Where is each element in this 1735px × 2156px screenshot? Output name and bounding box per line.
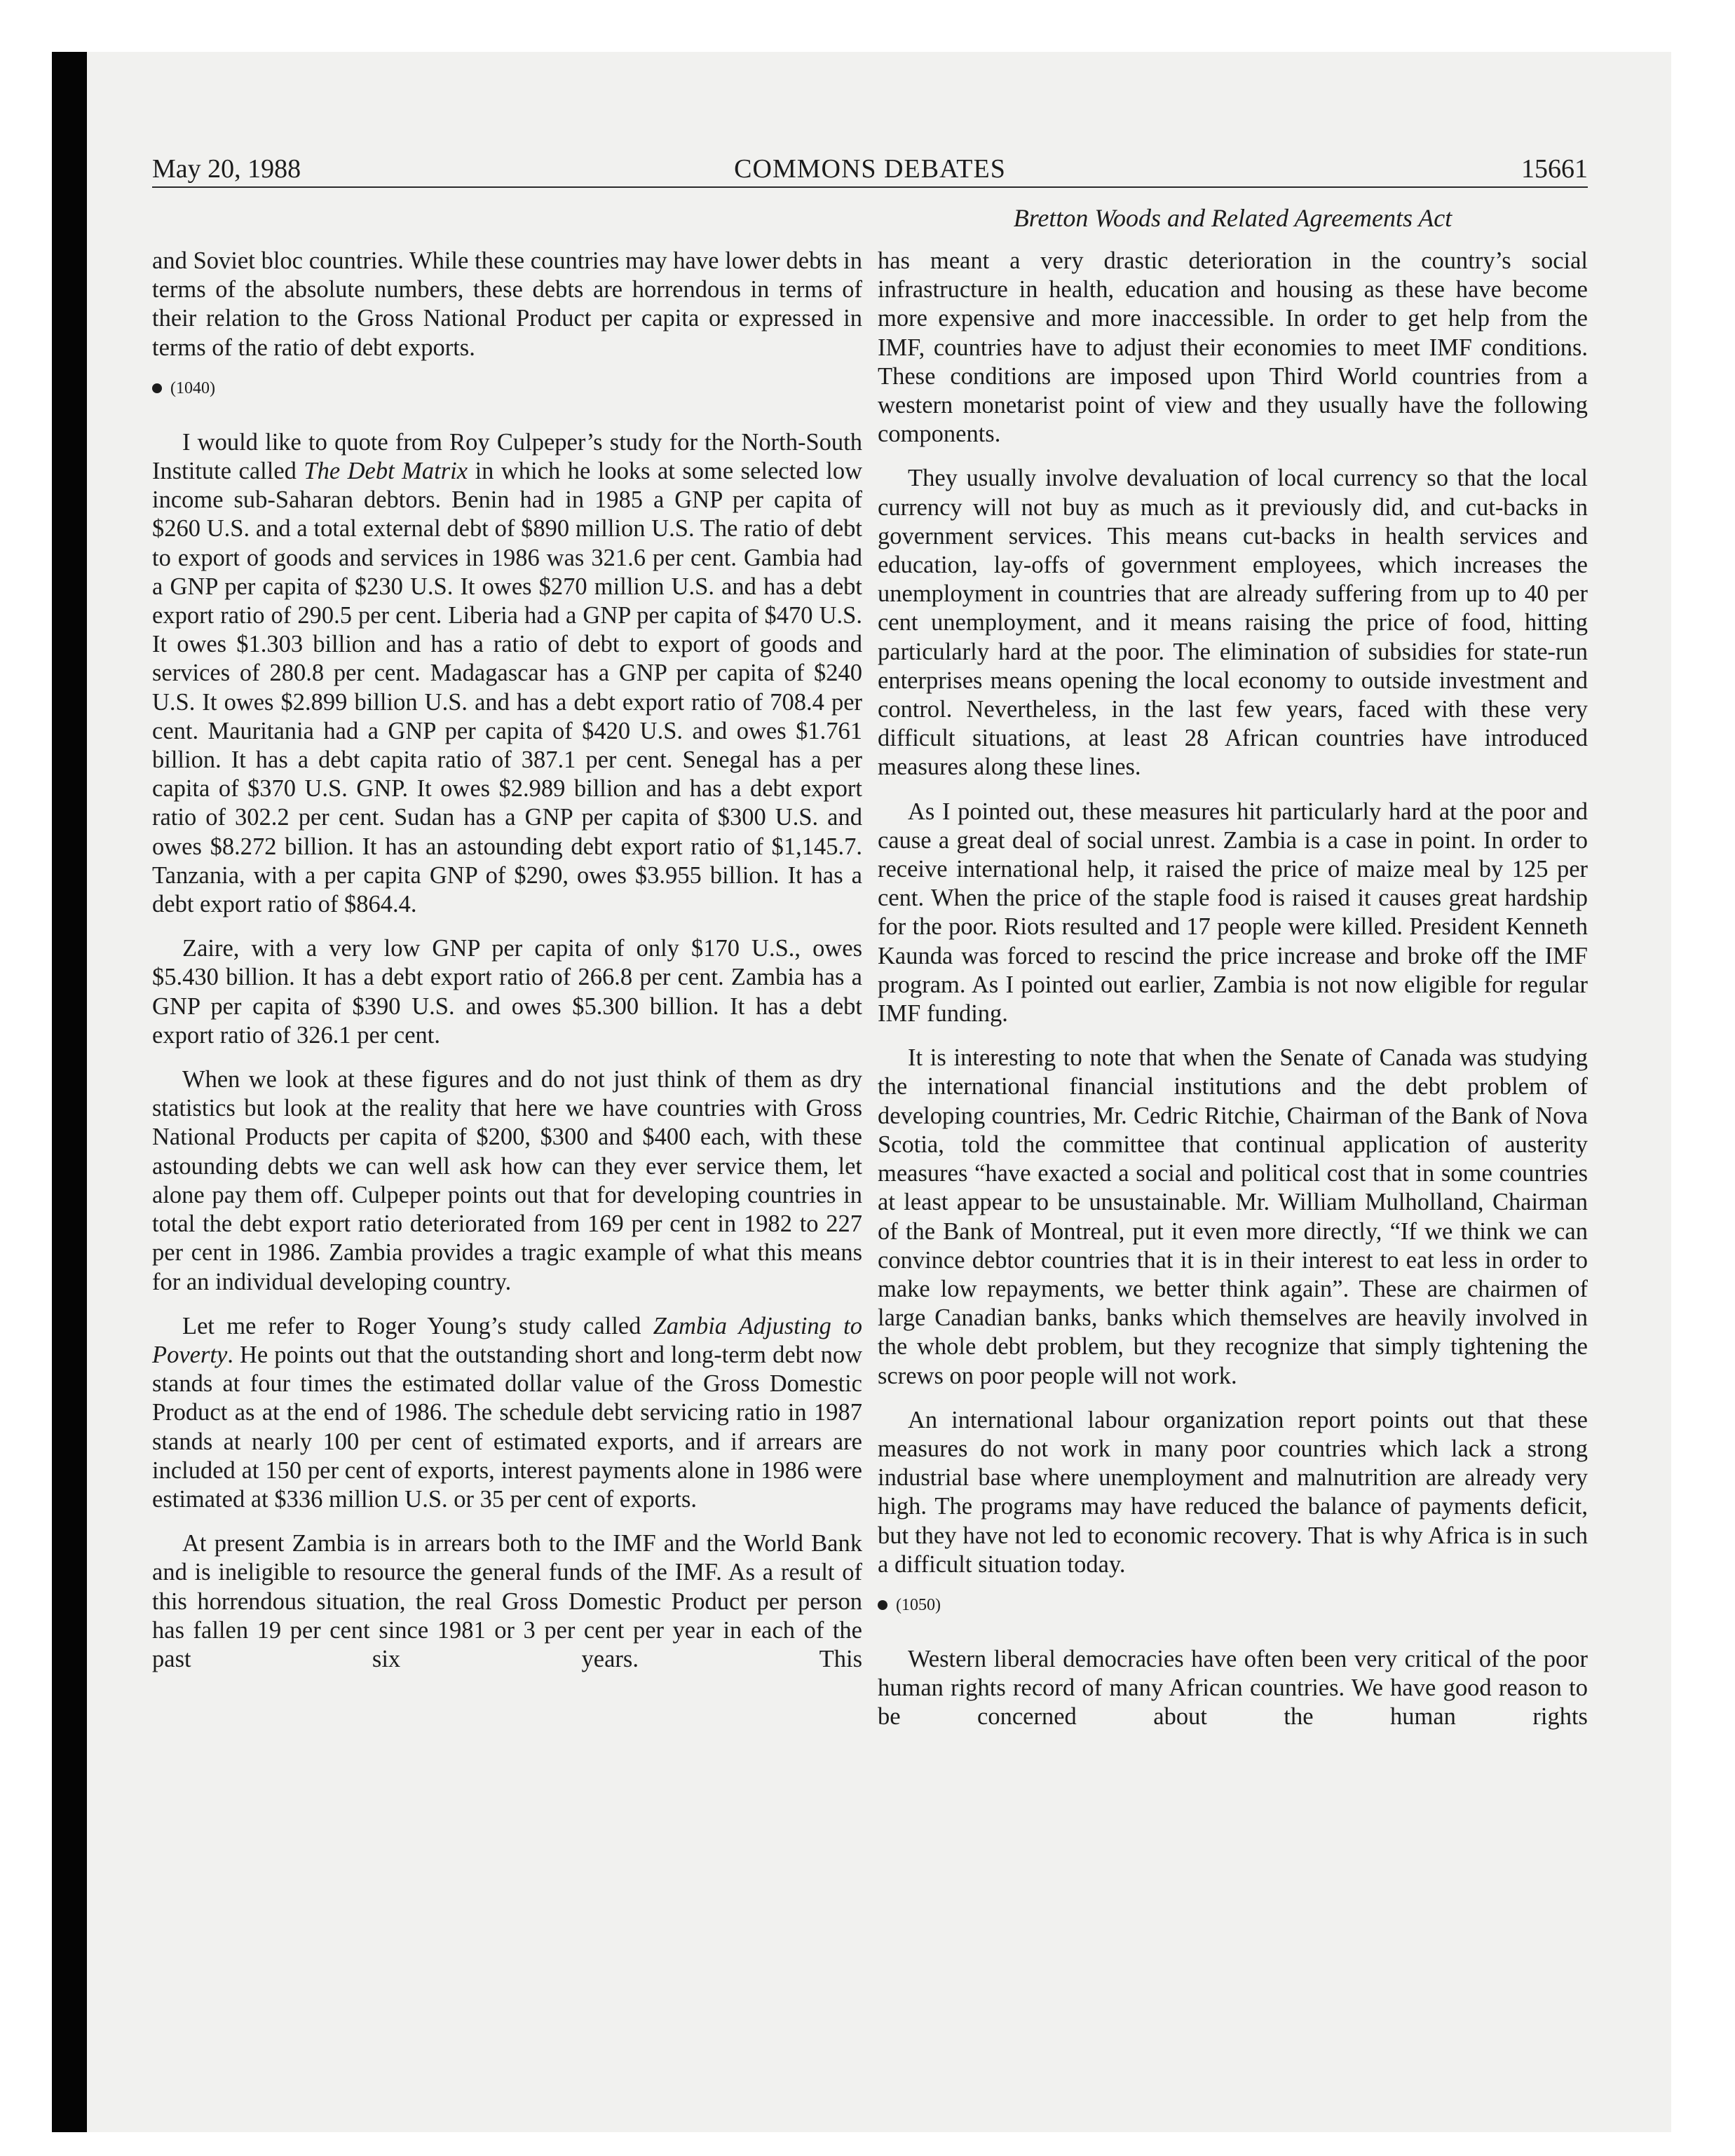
paragraph: has meant a very drastic deterioration in the country’s social infrastructure in health, education and housing as these have become more expensive and more inaccessible. In order to get help from the IMF, countries have to adjust their economies to meet IMF conditions. These conditions are imposed upon Third World countries from a western monetarist point of view and they usually have the following components. [878,247,1588,448]
paragraph: and Soviet bloc countries. While these countries may have lower debts in terms of the absolute numbers, these debts are horrendous in terms of their relation to the Gross National Product per capita or expressed in terms of the ratio of debt exports. [152,247,862,361]
paragraph-text: . He points out that the outstanding short and long-term debt now stands at four times the estimated dollar value of the Gross Domestic Product as at the end of 1986. The schedule debt servicing ratio in 1987 stands at nearly 100 per cent of estimated exports, and if arrears are included at 150 per cent of exports, interest payments alone in 1986 were estimated at $336 million U.S. or 35 per cent of exports. [152,1341,862,1513]
time-marker [152,378,862,399]
page-header [152,151,1588,188]
paragraph-text: Let me refer to Roger Young’s study called [182,1312,653,1339]
scan-border [52,52,87,2132]
paragraph [152,428,862,919]
time-marker [878,1595,1588,1616]
time-marker-label: (1050) [896,1595,941,1614]
time-marker-label: (1040) [170,378,215,397]
running-title: Bretton Woods and Related Agreements Act [1013,204,1452,232]
header-date: May 20, 1988 [152,154,301,184]
right-column [878,247,1588,1732]
header-journal-title: COMMONS DEBATES [734,154,1006,184]
paragraph: They usually involve devaluation of local currency so that the local currency will not buy as much as it previously did, and cut-backs in government services. This means cut-backs in health services and education, lay-offs of government employees, which increases the unemployment in countries that are already suffering from up to 40 per cent unemployment, and it means raising the price of food, hitting particularly hard at the poor. The elimination of subsidies for state-run enterprises means opening the local economy to outside investment and control. Nevertheless, in the last few years, faced with these very difficult situations, at least 28 African countries have introduced measures along these lines. [878,465,1588,781]
paragraph: As I pointed out, these measures hit particularly hard at the poor and cause a great deal of social unrest. Zambia is a case in point. In order to receive international help, it raised the price of maize meal by 125 per cent. When the price of the staple food is raised it causes great hardship for the poor. Riots resulted and 17 people were killed. President Kenneth Kaunda was forced to rescind the price increase and broke off the IMF program. As I pointed out earlier, Zambia is not now eligible for regular IMF funding. [878,798,1588,1028]
paragraph: At present Zambia is in arrears both to the IMF and the World Bank and is ineligible to resource the general funds of the IMF. As a result of this horrendous situation, the real Gross Domestic Product per person has fallen 19 per cent since 1981 or 3 per cent per year in each of the past six years. This [152,1530,862,1672]
paragraph: When we look at these figures and do not just think of them as dry statistics but look at the reality that here we have countries with Gross National Products per capita of $200, $300 and $400 each, with these astounding debts we can well ask how can they ever service them, let alone pay them off. Culpeper points out that for developing countries in total the debt export ratio deteriorated from 169 per cent in 1982 to 227 per cent in 1986. Zambia provides a tragic example of what this means for an individual developing country. [152,1066,862,1295]
paragraph-text: in which he looks at some selected low income sub-Saharan debtors. Benin had in 1985 a GNP per capita of $260 U.S. and a total external debt of $890 million U.S. The ratio of debt to export of goods and services in 1986 was 321.6 per cent. Gambia had a GNP per capita of $230 U.S. It owes $270 million U.S. and has a debt export ratio of 290.5 per cent. Liberia had a GNP per capita of $470 U.S. It owes $1.303 billion and has a ratio of debt to export of goods and services of 280.8 per cent. Madagascar has a GNP per capita of $240 U.S. It owes $2.899 billion U.S. and has a debt export ratio of 708.4 per cent. Mauritania had a GNP per capita of $420 U.S. and owes $1.761 billion. It has a debt capita ratio of 387.1 per cent. Senegal has a per capita of $370 U.S. GNP. It owes $2.989 billion and has a debt export ratio of 302.2 per cent. Sudan has a GNP per capita of $300 U.S. and owes $8.272 billion. It has an astounding debt export ratio of $1,145.7. Tanzania, with a per capita GNP of $290, owes $3.955 billion. It has a debt export ratio of $864.4. [152,458,862,918]
bullet-icon [878,1600,887,1610]
paragraph-text: I would like to quote from Roy Culpeper’s study for the North-South Institute called [152,428,862,485]
paragraph: Western liberal democracies have often been very critical of the poor human rights record of many African countries. We have good reason to be concerned about the human rights [878,1645,1588,1731]
paragraph [152,1312,862,1514]
left-column [152,247,862,1674]
cited-title: Zambia Adjusting to Poverty [152,1312,862,1368]
cited-title: The Debt Matrix [304,458,468,485]
bullet-icon [152,383,162,393]
paragraph: Zaire, with a very low GNP per capita of only $170 U.S., owes $5.430 billion. It has a debt export ratio of 266.8 per cent. Zambia has a GNP per capita of $390 U.S. and owes $5.300 billion. It has a debt export ratio of 326.1 per cent. [152,935,862,1049]
header-page-number: 15661 [1521,154,1588,184]
paragraph: An international labour organization report points out that these measures do not work in many poor countries which lack a strong industrial base where unemployment and malnutrition are already very high. The programs may have reduced the balance of payments deficit, but they have not led to economic recovery. That is why Africa is in such a difficult situation today. [878,1406,1588,1578]
paragraph: It is interesting to note that when the Senate of Canada was studying the international financial institutions and the debt problem of developing countries, Mr. Cedric Ritchie, Chairman of the Bank of Nova Scotia, told the committee that continual application of austerity measures “have exacted a social and political cost that in some countries at least appear to be unsustainable. Mr. William Mulholland, Chairman of the Bank of Montreal, put it even more directly, “If we think we can convince debtor countries that it is in their interest to eat less in order to make low repayments, we better think again”. These are chairmen of large Canadian banks, banks which themselves are heavily involved in the whole debt problem, but they recognize that simply tightening the screws on poor people will not work. [878,1044,1588,1389]
